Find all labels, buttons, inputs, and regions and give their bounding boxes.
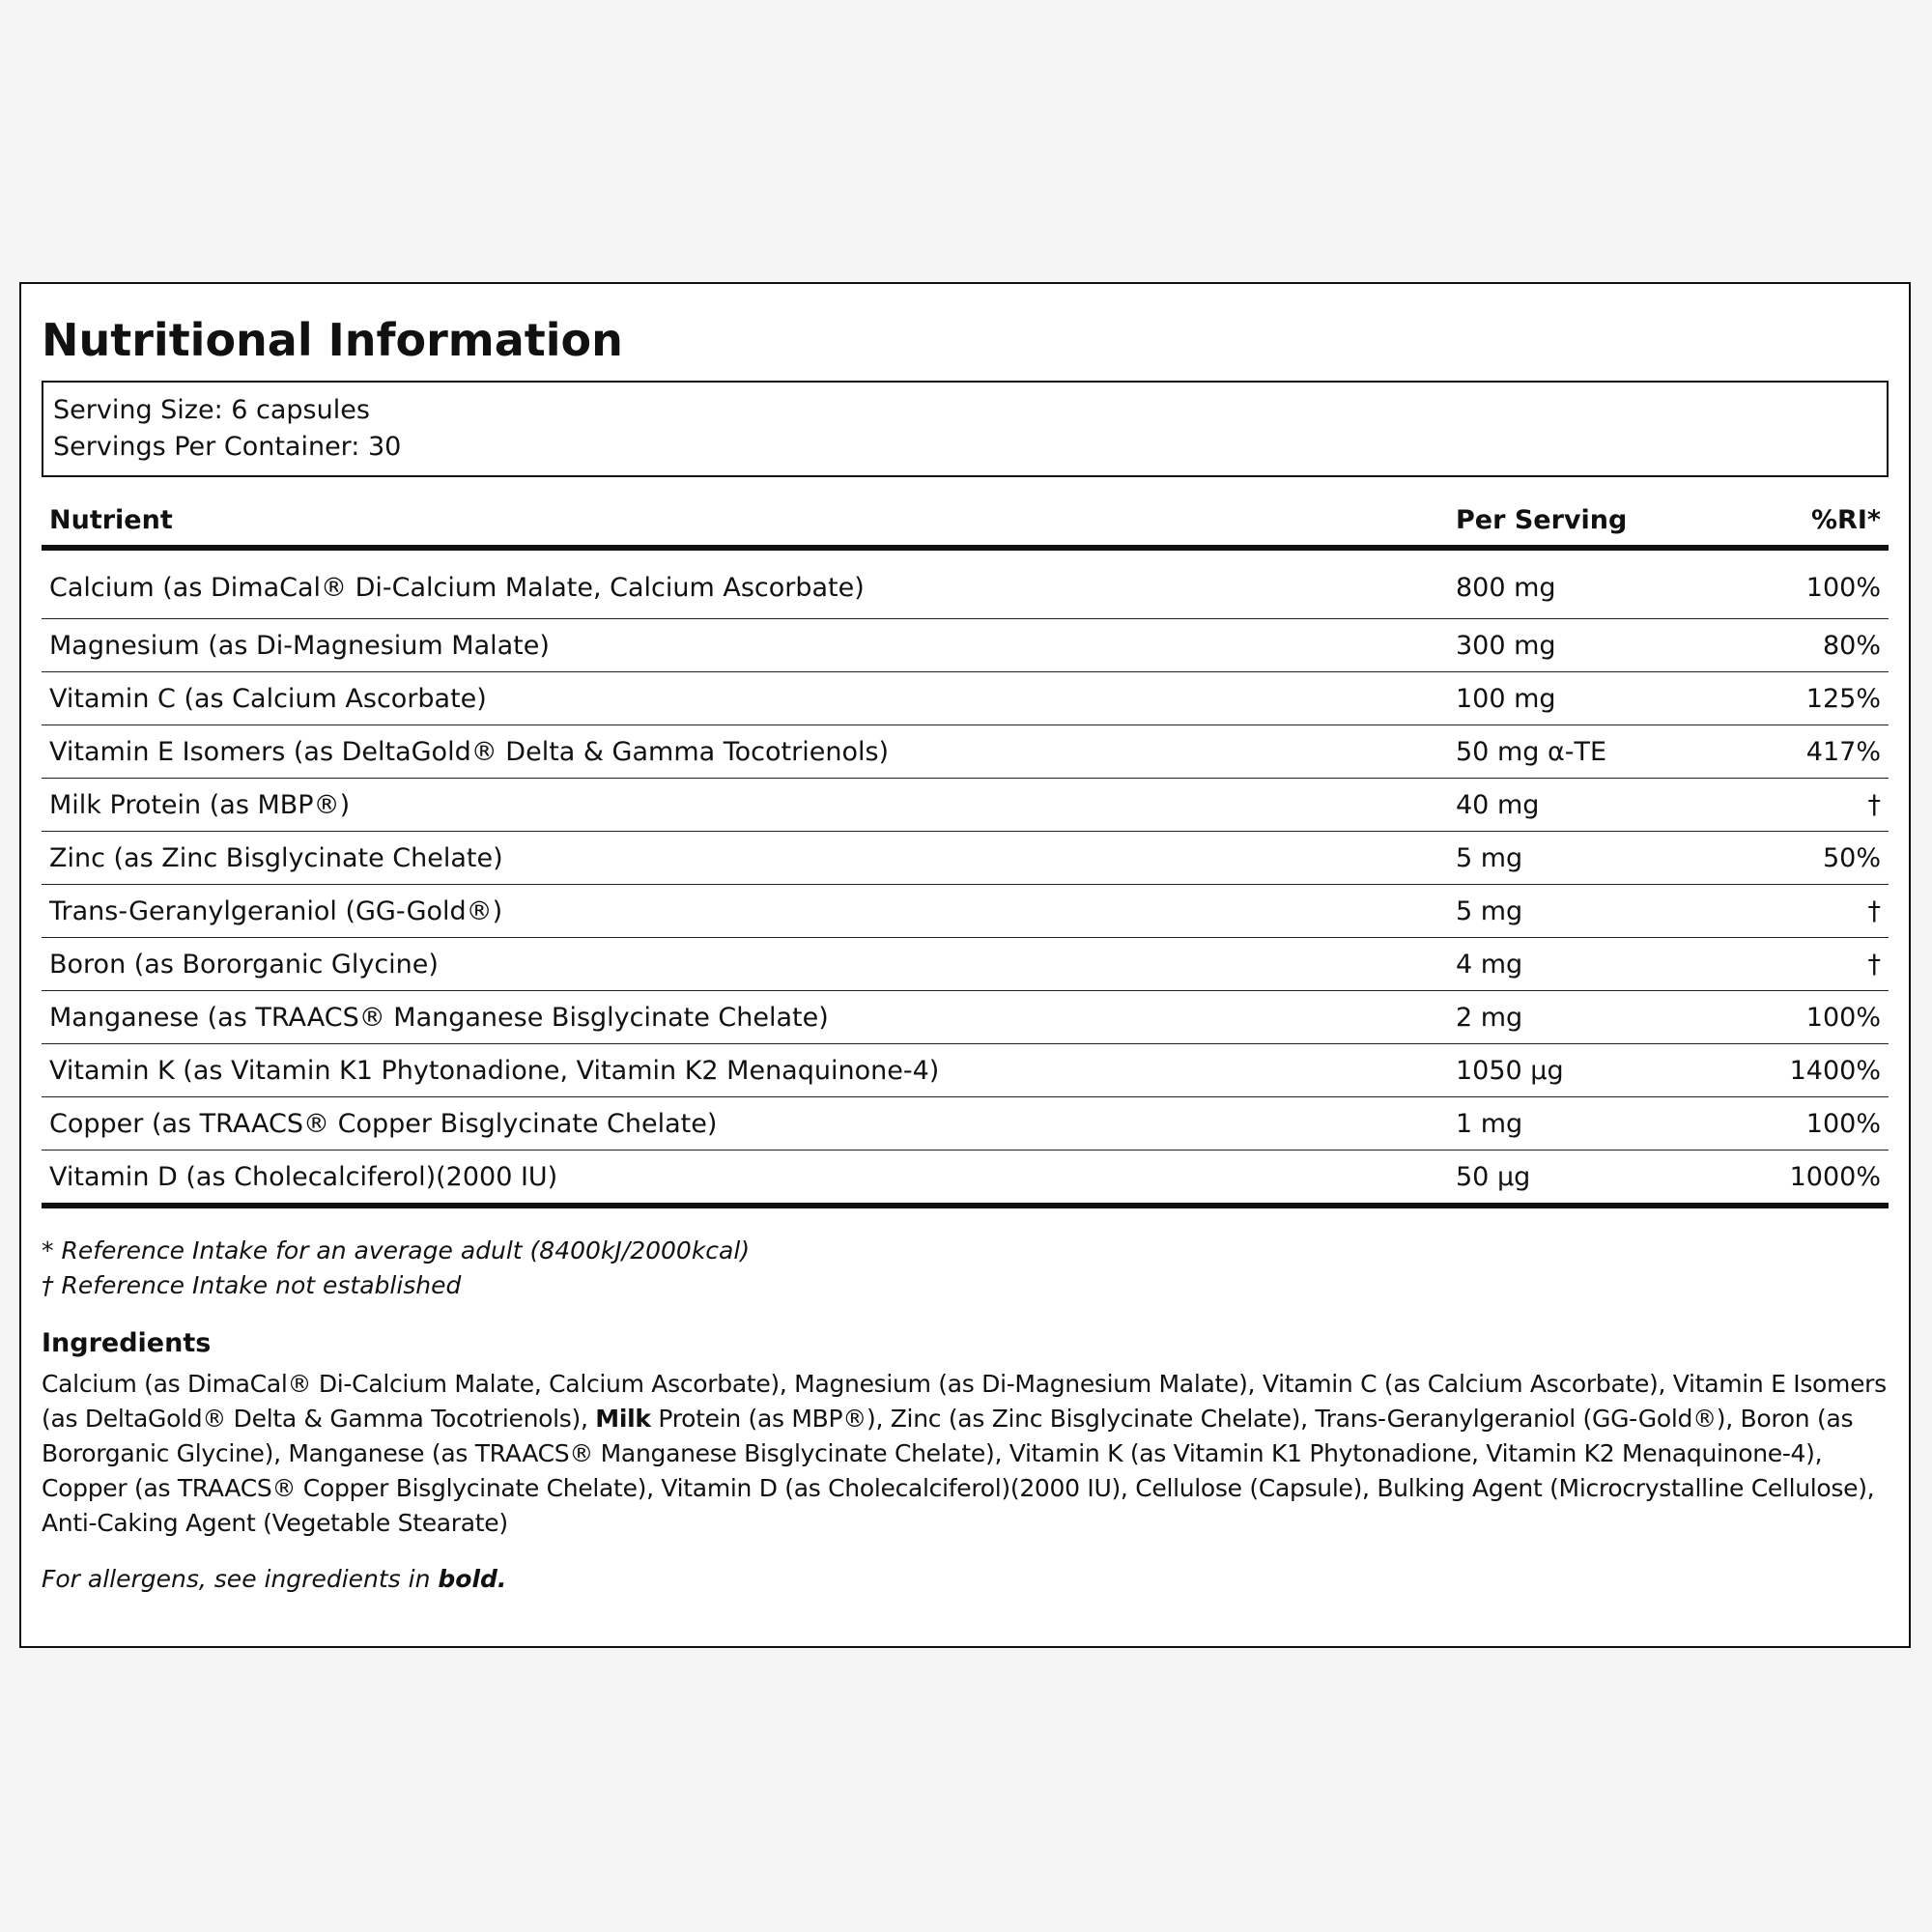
nutrient-ri: †: [1680, 885, 1889, 938]
nutrient-ri: 100%: [1680, 1097, 1889, 1151]
header-nutrient: Nutrient: [42, 495, 1448, 548]
nutrient-amount: 300 mg: [1448, 619, 1680, 672]
nutrient-table: [42, 495, 1889, 1208]
ingredients-text-before: Calcium (as DimaCal® Di-Calcium Malate, Calcium Ascorbate), Magnesium (as Di-Magnesium Malate), Vitamin C (as Calcium Ascorbate), Vitamin E Isomers (as DeltaGold® Delta & Gamma Tocotrienols),: [42, 1370, 1887, 1433]
nutrient-name: Zinc (as Zinc Bisglycinate Chelate): [42, 832, 1448, 885]
nutrient-ri: †: [1680, 938, 1889, 991]
table-row: [42, 1151, 1889, 1207]
nutrient-name: Boron (as Bororganic Glycine): [42, 938, 1448, 991]
serving-size: Serving Size: 6 capsules: [53, 395, 370, 425]
footnotes: [42, 1234, 1889, 1303]
table-row: [42, 832, 1889, 885]
allergen-note-bold: bold.: [438, 1565, 507, 1593]
nutrient-amount: 5 mg: [1448, 832, 1680, 885]
nutrient-name: Copper (as TRAACS® Copper Bisglycinate Chelate): [42, 1097, 1448, 1151]
nutrient-ri: 417%: [1680, 725, 1889, 779]
nutrient-amount: 100 mg: [1448, 672, 1680, 725]
ingredients-text-after: Protein (as MBP®), Zinc (as Zinc Bisglycinate Chelate), Trans-Geranylgeraniol (GG-Gold®), Boron (as Bororganic Glycine), Manganese (as TRAACS® Manganese Bisglycinate Chelate), Vitamin K (as Vitamin K1 Phytonadione, Vitamin K2 Menaquinone-4), Copper (as TRAACS® Copper Bisglycinate Chelate), Vitamin D (as Cholecalciferol)(2000 IU), Cellulose (Capsule), Bulking Agent (Microcrystalline Cellulose), Anti-Caking Agent (Vegetable Stearate): [42, 1405, 1875, 1537]
nutrient-amount: 40 mg: [1448, 779, 1680, 832]
header-ri: %RI*: [1680, 495, 1889, 548]
ingredients-list: [42, 1367, 1889, 1541]
nutrient-name: Vitamin K (as Vitamin K1 Phytonadione, Vitamin K2 Menaquinone-4): [42, 1044, 1448, 1097]
nutrient-amount: 800 mg: [1448, 548, 1680, 619]
ri-footnote: * Reference Intake for an average adult (8400kJ/2000kcal): [42, 1236, 751, 1264]
nutrient-amount: 1 mg: [1448, 1097, 1680, 1151]
nutrient-ri: 1400%: [1680, 1044, 1889, 1097]
allergen-bold: Milk: [595, 1405, 651, 1433]
nutrient-ri: 100%: [1680, 991, 1889, 1044]
ingredients-heading: Ingredients: [42, 1328, 212, 1358]
table-row: [42, 725, 1889, 779]
table-row: [42, 1097, 1889, 1151]
nutrient-amount: 5 mg: [1448, 885, 1680, 938]
serving-info-box: [42, 381, 1889, 477]
header-per-serving: Per Serving: [1448, 495, 1680, 548]
nutrient-name: Calcium (as DimaCal® Di-Calcium Malate, Calcium Ascorbate): [42, 548, 1448, 619]
nutrient-name: Vitamin E Isomers (as DeltaGold® Delta & Gamma Tocotrienols): [42, 725, 1448, 779]
nutrition-panel: [19, 282, 1911, 1648]
nutrient-amount: 50 µg: [1448, 1151, 1680, 1207]
table-row: [42, 1044, 1889, 1097]
nutrient-ri: 125%: [1680, 672, 1889, 725]
table-row: [42, 885, 1889, 938]
nutrient-name: Manganese (as TRAACS® Manganese Bisglycinate Chelate): [42, 991, 1448, 1044]
allergen-note-text: For allergens, see ingredients in: [42, 1565, 439, 1593]
allergen-note: [42, 1562, 1889, 1597]
nutrient-name: Vitamin D (as Cholecalciferol)(2000 IU): [42, 1151, 1448, 1207]
nutrient-name: Milk Protein (as MBP®): [42, 779, 1448, 832]
dagger-footnote: † Reference Intake not established: [42, 1271, 462, 1299]
nutrient-name: Vitamin C (as Calcium Ascorbate): [42, 672, 1448, 725]
nutrient-amount: 2 mg: [1448, 991, 1680, 1044]
nutrient-ri: 50%: [1680, 832, 1889, 885]
nutrient-ri: 100%: [1680, 548, 1889, 619]
table-row: [42, 619, 1889, 672]
table-row: [42, 938, 1889, 991]
nutrient-ri: 80%: [1680, 619, 1889, 672]
nutrient-ri: †: [1680, 779, 1889, 832]
table-row: [42, 548, 1889, 619]
nutrient-amount: 4 mg: [1448, 938, 1680, 991]
servings-per-container: Servings Per Container: 30: [53, 432, 402, 462]
page-title: Nutritional Information: [42, 314, 623, 366]
nutrient-name: Magnesium (as Di-Magnesium Malate): [42, 619, 1448, 672]
nutrient-amount: 50 mg α-TE: [1448, 725, 1680, 779]
table-row: [42, 991, 1889, 1044]
nutrient-amount: 1050 µg: [1448, 1044, 1680, 1097]
table-row: [42, 779, 1889, 832]
table-header-row: [42, 495, 1889, 548]
nutrient-ri: 1000%: [1680, 1151, 1889, 1207]
nutrient-name: Trans-Geranylgeraniol (GG-Gold®): [42, 885, 1448, 938]
table-row: [42, 672, 1889, 725]
